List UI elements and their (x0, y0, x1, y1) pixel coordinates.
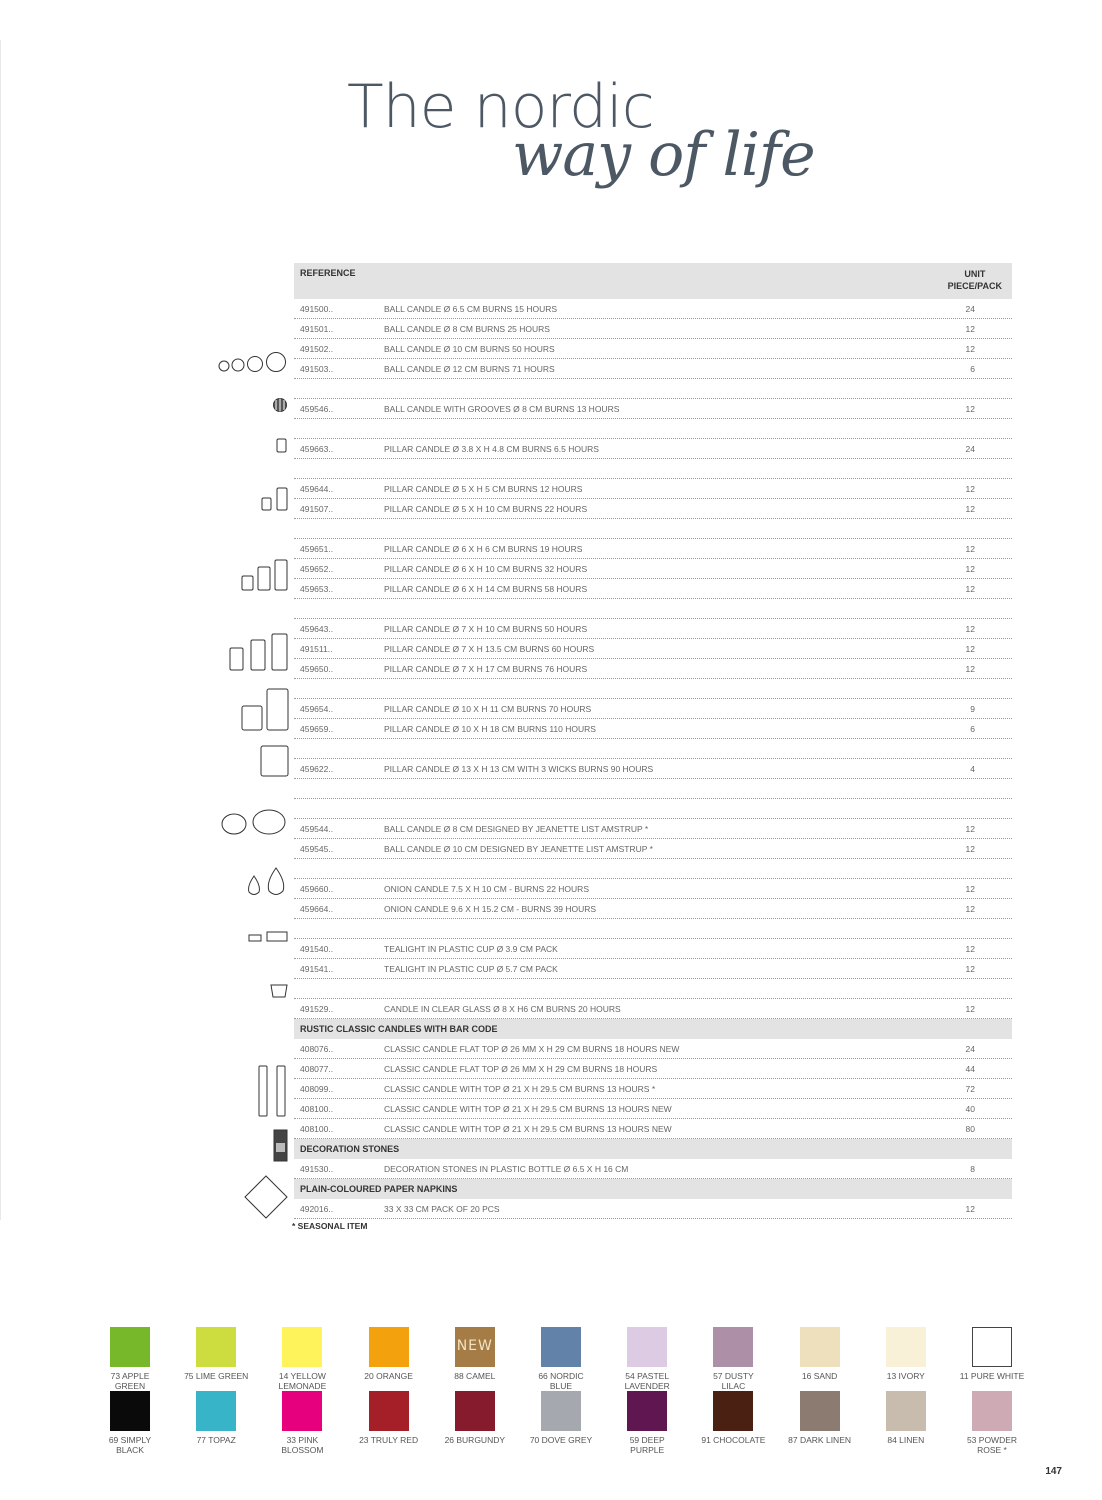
reference-cell: 491530.. (300, 1164, 334, 1174)
row-spacer (294, 859, 1012, 879)
reference-cell: 459660.. (300, 884, 334, 894)
grooved-ball-candle-icon (274, 399, 287, 412)
description-cell: DECORATION STONES IN PLASTIC BOTTLE Ø 6.5 X H 16 CM (384, 1164, 629, 1174)
new-badge: NEW (456, 1338, 493, 1354)
table-row (294, 479, 1012, 499)
table-row (294, 399, 1012, 419)
unit-cell: 12 (965, 344, 975, 354)
color-swatch (269, 1391, 335, 1455)
swatch-color-chip (196, 1327, 236, 1367)
swatch-label: 87 DARK LINEN (788, 1435, 852, 1445)
table-row (294, 439, 1012, 459)
color-swatch (959, 1327, 1025, 1381)
description-cell: CLASSIC CANDLE FLAT TOP Ø 26 MM X H 29 CM BURNS 18 HOURS NEW (384, 1044, 680, 1054)
unit-cell: 12 (965, 584, 975, 594)
unit-cell: 12 (965, 964, 975, 974)
table-row (294, 359, 1012, 379)
swatch-color-chip (282, 1391, 322, 1431)
table-row (294, 959, 1012, 979)
swatch-color-chip (713, 1327, 753, 1367)
table-row (294, 299, 1012, 319)
table-row (294, 719, 1012, 739)
swatch-color-chip (196, 1391, 236, 1431)
reference-cell: 491507.. (300, 504, 334, 514)
description-cell: BALL CANDLE Ø 10 CM DESIGNED BY JEANETTE LIST AMSTRUP * (384, 844, 653, 854)
reference-cell: 491541.. (300, 964, 334, 974)
title-line-1: The nordic (347, 72, 654, 142)
unit-cell: 8 (970, 1164, 975, 1174)
table-row (294, 1079, 1012, 1099)
napkin-icon (245, 1176, 287, 1218)
color-swatch (614, 1327, 680, 1391)
description-cell: CLASSIC CANDLE WITH TOP Ø 21 X H 29.5 CM BURNS 13 HOURS * (384, 1084, 656, 1094)
description-cell: PILLAR CANDLE Ø 6 X H 14 CM BURNS 58 HOURS (384, 584, 588, 594)
description-cell: BALL CANDLE Ø 6.5 CM BURNS 15 HOURS (384, 304, 558, 314)
ball-candles-icon (219, 353, 286, 372)
description-cell: TEALIGHT IN PLASTIC CUP Ø 5.7 CM PACK (384, 964, 558, 974)
reference-cell: 459544.. (300, 824, 334, 834)
row-spacer (294, 379, 1012, 399)
swatch-color-chip (713, 1391, 753, 1431)
swatch-label: 59 DEEP PURPLE (629, 1435, 665, 1455)
reference-cell: 459643.. (300, 624, 334, 634)
column-header-unit: UNIT PIECE/PACK (947, 269, 1002, 291)
table-row (294, 499, 1012, 519)
table-row (294, 559, 1012, 579)
table-row (294, 579, 1012, 599)
unit-cell: 12 (965, 644, 975, 654)
pillar-candles-6cm-icon (242, 560, 287, 590)
unit-cell: 12 (965, 624, 975, 634)
unit-cell: 24 (965, 304, 975, 314)
swatch-color-chip (369, 1391, 409, 1431)
title-line-2: way of life (512, 120, 815, 190)
description-cell: PILLAR CANDLE Ø 5 X H 10 CM BURNS 22 HOURS (384, 504, 588, 514)
description-cell: CLASSIC CANDLE FLAT TOP Ø 26 MM X H 29 CM BURNS 18 HOURS (384, 1064, 658, 1074)
color-swatch (700, 1327, 766, 1391)
color-swatch (183, 1391, 249, 1445)
swatch-color-chip (800, 1327, 840, 1367)
unit-cell: 80 (965, 1124, 975, 1134)
description-cell: CANDLE IN CLEAR GLASS Ø 8 X H6 CM BURNS 20 HOURS (384, 1004, 621, 1014)
reference-cell: 459651.. (300, 544, 334, 554)
unit-cell: 4 (970, 764, 975, 774)
color-swatch (787, 1391, 853, 1445)
color-swatch (700, 1391, 766, 1445)
row-spacer (294, 599, 1012, 619)
swatch-label: 13 IVORY (886, 1371, 925, 1381)
row-spacer (294, 919, 1012, 939)
reference-cell: 459545.. (300, 844, 334, 854)
row-spacer (294, 799, 1012, 819)
description-cell: CLASSIC CANDLE WITH TOP Ø 21 X H 29.5 CM BURNS 13 HOURS NEW (384, 1124, 672, 1134)
swatch-color-chip (541, 1327, 581, 1367)
row-spacer (294, 739, 1012, 759)
reference-cell: 459652.. (300, 564, 334, 574)
reference-cell: 459654.. (300, 704, 334, 714)
swatch-color-chip (282, 1327, 322, 1367)
description-cell: PILLAR CANDLE Ø 13 X H 13 CM WITH 3 WICKS BURNS 90 HOURS (384, 764, 654, 774)
table-row (294, 939, 1012, 959)
row-spacer (294, 979, 1012, 999)
swatch-label: 66 NORDIC BLUE (538, 1371, 584, 1391)
color-swatch (356, 1391, 422, 1445)
table-row (294, 1119, 1012, 1139)
description-cell: PILLAR CANDLE Ø 7 X H 13.5 CM BURNS 60 HOURS (384, 644, 595, 654)
table-row (294, 819, 1012, 839)
description-cell: PILLAR CANDLE Ø 5 X H 5 CM BURNS 12 HOURS (384, 484, 583, 494)
swatch-label: 88 CAMEL (454, 1371, 496, 1381)
reference-cell: 491500.. (300, 304, 334, 314)
section-header: PLAIN-COLOURED PAPER NAPKINS (294, 1179, 1012, 1199)
unit-cell: 72 (965, 1084, 975, 1094)
unit-cell: 12 (965, 404, 975, 414)
decoration-stones-bottle-icon (274, 1130, 287, 1161)
swatch-color-chip (369, 1327, 409, 1367)
table-row (294, 899, 1012, 919)
reference-cell: 459659.. (300, 724, 334, 734)
color-swatch (442, 1327, 508, 1381)
reference-cell: 491502.. (300, 344, 334, 354)
reference-cell: 408099.. (300, 1084, 334, 1094)
reference-cell: 459622.. (300, 764, 334, 774)
swatch-color-chip (110, 1391, 150, 1431)
unit-cell: 40 (965, 1104, 975, 1114)
reference-cell: 459664.. (300, 904, 334, 914)
table-row (294, 339, 1012, 359)
table-header (294, 263, 1012, 299)
seasonal-footnote: * SEASONAL ITEM (292, 1221, 368, 1231)
table-row (294, 1199, 1012, 1219)
swatch-color-chip (541, 1391, 581, 1431)
reference-cell: 408100.. (300, 1104, 334, 1114)
unit-cell: 12 (965, 824, 975, 834)
unit-cell: 24 (965, 444, 975, 454)
swatch-label: 16 SAND (801, 1371, 838, 1381)
row-spacer (294, 519, 1012, 539)
reference-cell: 491501.. (300, 324, 334, 334)
onion-candles-icon (249, 868, 284, 895)
description-cell: BALL CANDLE Ø 12 CM BURNS 71 HOURS (384, 364, 555, 374)
reference-cell: 408077.. (300, 1064, 334, 1074)
description-cell: BALL CANDLE WITH GROOVES Ø 8 CM BURNS 13 HOURS (384, 404, 620, 414)
swatch-label: 54 PASTEL LAVENDER (624, 1371, 670, 1391)
product-illustrations (0, 0, 294, 1230)
reference-cell: 491540.. (300, 944, 334, 954)
description-cell: BALL CANDLE Ø 8 CM BURNS 25 HOURS (384, 324, 550, 334)
unit-cell: 6 (970, 724, 975, 734)
description-cell: PILLAR CANDLE Ø 6 X H 10 CM BURNS 32 HOURS (384, 564, 588, 574)
row-spacer (294, 679, 1012, 699)
tealights-icon (249, 932, 287, 941)
table-row (294, 759, 1012, 779)
color-swatch (787, 1327, 853, 1381)
color-swatch (356, 1327, 422, 1381)
table-row (294, 879, 1012, 899)
swatch-label: 57 DUSTY LILAC (713, 1371, 754, 1391)
description-cell: PILLAR CANDLE Ø 7 X H 17 CM BURNS 76 HOURS (384, 664, 588, 674)
table-row (294, 839, 1012, 859)
unit-cell: 12 (965, 884, 975, 894)
swatch-label: 11 PURE WHITE (959, 1371, 1025, 1381)
unit-cell: 12 (965, 564, 975, 574)
swatch-label: 91 CHOCOLATE (701, 1435, 766, 1445)
swatch-label: 23 TRULY RED (359, 1435, 419, 1445)
table-row (294, 319, 1012, 339)
table-row (294, 659, 1012, 679)
swatch-label: 14 YELLOW LEMONADE (278, 1371, 327, 1391)
table-row (294, 539, 1012, 559)
description-cell: BALL CANDLE Ø 8 CM DESIGNED BY JEANETTE LIST AMSTRUP * (384, 824, 649, 834)
unit-cell: 9 (970, 704, 975, 714)
section-header: DECORATION STONES (294, 1139, 1012, 1159)
swatch-label: 75 LIME GREEN (184, 1371, 249, 1381)
table-row (294, 1039, 1012, 1059)
description-cell: PILLAR CANDLE Ø 7 X H 10 CM BURNS 50 HOURS (384, 624, 588, 634)
swatch-color-chip (455, 1391, 495, 1431)
swatch-color-chip (455, 1327, 495, 1367)
description-cell: PILLAR CANDLE Ø 6 X H 6 CM BURNS 19 HOURS (384, 544, 583, 554)
table-row (294, 999, 1012, 1019)
reference-cell: 492016.. (300, 1204, 334, 1214)
description-cell: PILLAR CANDLE Ø 10 X H 11 CM BURNS 70 HOURS (384, 704, 592, 714)
color-swatch (97, 1391, 163, 1455)
unit-cell: 12 (965, 544, 975, 554)
description-cell: CLASSIC CANDLE WITH TOP Ø 21 X H 29.5 CM BURNS 13 HOURS NEW (384, 1104, 672, 1114)
designer-ball-candles-icon (222, 810, 285, 834)
unit-cell: 12 (965, 484, 975, 494)
unit-cell: 12 (965, 944, 975, 954)
page-number: 147 (1045, 1466, 1062, 1477)
color-swatch (959, 1391, 1025, 1455)
unit-cell: 44 (965, 1064, 975, 1074)
swatch-label: 20 ORANGE (364, 1371, 413, 1381)
color-swatch (873, 1327, 939, 1381)
table-row (294, 1099, 1012, 1119)
reference-cell: 491503.. (300, 364, 334, 374)
unit-cell: 12 (965, 904, 975, 914)
classic-candles-icon (259, 1066, 285, 1116)
reference-cell: 408076.. (300, 1044, 334, 1054)
unit-cell: 6 (970, 364, 975, 374)
unit-cell: 12 (965, 844, 975, 854)
reference-cell: 459644.. (300, 484, 334, 494)
unit-cell: 24 (965, 1044, 975, 1054)
description-cell: 33 X 33 CM PACK OF 20 PCS (384, 1204, 500, 1214)
row-spacer (294, 459, 1012, 479)
table-row (294, 699, 1012, 719)
swatch-label: 77 TOPAZ (196, 1435, 236, 1445)
swatch-color-chip (886, 1391, 926, 1431)
unit-cell: 12 (965, 664, 975, 674)
unit-cell: 12 (965, 324, 975, 334)
description-cell: ONION CANDLE 7.5 X H 10 CM - BURNS 22 HOURS (384, 884, 589, 894)
reference-cell: 491529.. (300, 1004, 334, 1014)
table-row (294, 1159, 1012, 1179)
swatch-label: 26 BURGUNDY (444, 1435, 506, 1445)
color-swatch (873, 1391, 939, 1445)
unit-cell: 12 (965, 504, 975, 514)
three-wick-pillar-candle-icon (261, 746, 288, 776)
reference-cell: 459546.. (300, 404, 334, 414)
swatch-color-chip (627, 1391, 667, 1431)
reference-cell: 408100.. (300, 1124, 334, 1134)
swatch-label: 69 SIMPLY BLACK (108, 1435, 152, 1455)
description-cell: TEALIGHT IN PLASTIC CUP Ø 3.9 CM PACK (384, 944, 558, 954)
color-swatch (528, 1327, 594, 1391)
pillar-candles-7cm-icon (230, 634, 287, 670)
reference-cell: 459663.. (300, 444, 334, 454)
description-cell: BALL CANDLE Ø 10 CM BURNS 50 HOURS (384, 344, 555, 354)
swatch-label: 53 POWDER ROSE * (966, 1435, 1018, 1455)
color-swatch (614, 1391, 680, 1455)
color-swatch (97, 1327, 163, 1391)
description-cell: PILLAR CANDLE Ø 10 X H 18 CM BURNS 110 HOURS (384, 724, 596, 734)
column-header-reference: REFERENCE (300, 268, 356, 278)
description-cell: ONION CANDLE 9.6 X H 15.2 CM - BURNS 39 HOURS (384, 904, 597, 914)
row-spacer (294, 419, 1012, 439)
reference-cell: 459650.. (300, 664, 334, 674)
color-swatch (528, 1391, 594, 1445)
table-row (294, 639, 1012, 659)
swatch-color-chip (800, 1391, 840, 1431)
swatch-color-chip (886, 1327, 926, 1367)
swatch-label: 70 DOVE GREY (529, 1435, 593, 1445)
color-swatch (442, 1391, 508, 1445)
swatch-color-chip (972, 1391, 1012, 1431)
pillar-candles-10cm-icon (242, 689, 288, 730)
description-cell: PILLAR CANDLE Ø 3.8 X H 4.8 CM BURNS 6.5 HOURS (384, 444, 599, 454)
table-row (294, 1059, 1012, 1079)
swatch-color-chip (972, 1327, 1012, 1367)
candle-in-glass-icon (271, 985, 287, 997)
product-table (294, 263, 1012, 1219)
color-swatch (183, 1327, 249, 1381)
section-header: RUSTIC CLASSIC CANDLES WITH BAR CODE (294, 1019, 1012, 1039)
swatch-color-chip (627, 1327, 667, 1367)
unit-cell: 12 (965, 1204, 975, 1214)
small-pillar-candle-icon (277, 439, 286, 452)
unit-cell: 12 (965, 1004, 975, 1014)
reference-cell: 459653.. (300, 584, 334, 594)
row-spacer (294, 779, 1012, 799)
swatch-label: 73 APPLE GREEN (110, 1371, 150, 1391)
swatch-label: 84 LINEN (887, 1435, 925, 1445)
table-row (294, 619, 1012, 639)
reference-cell: 491511.. (300, 644, 333, 654)
color-swatch (269, 1327, 335, 1391)
swatch-label: 33 PINK BLOSSOM (281, 1435, 324, 1455)
pillar-candles-5cm-icon (262, 488, 287, 510)
swatch-color-chip (110, 1327, 150, 1367)
